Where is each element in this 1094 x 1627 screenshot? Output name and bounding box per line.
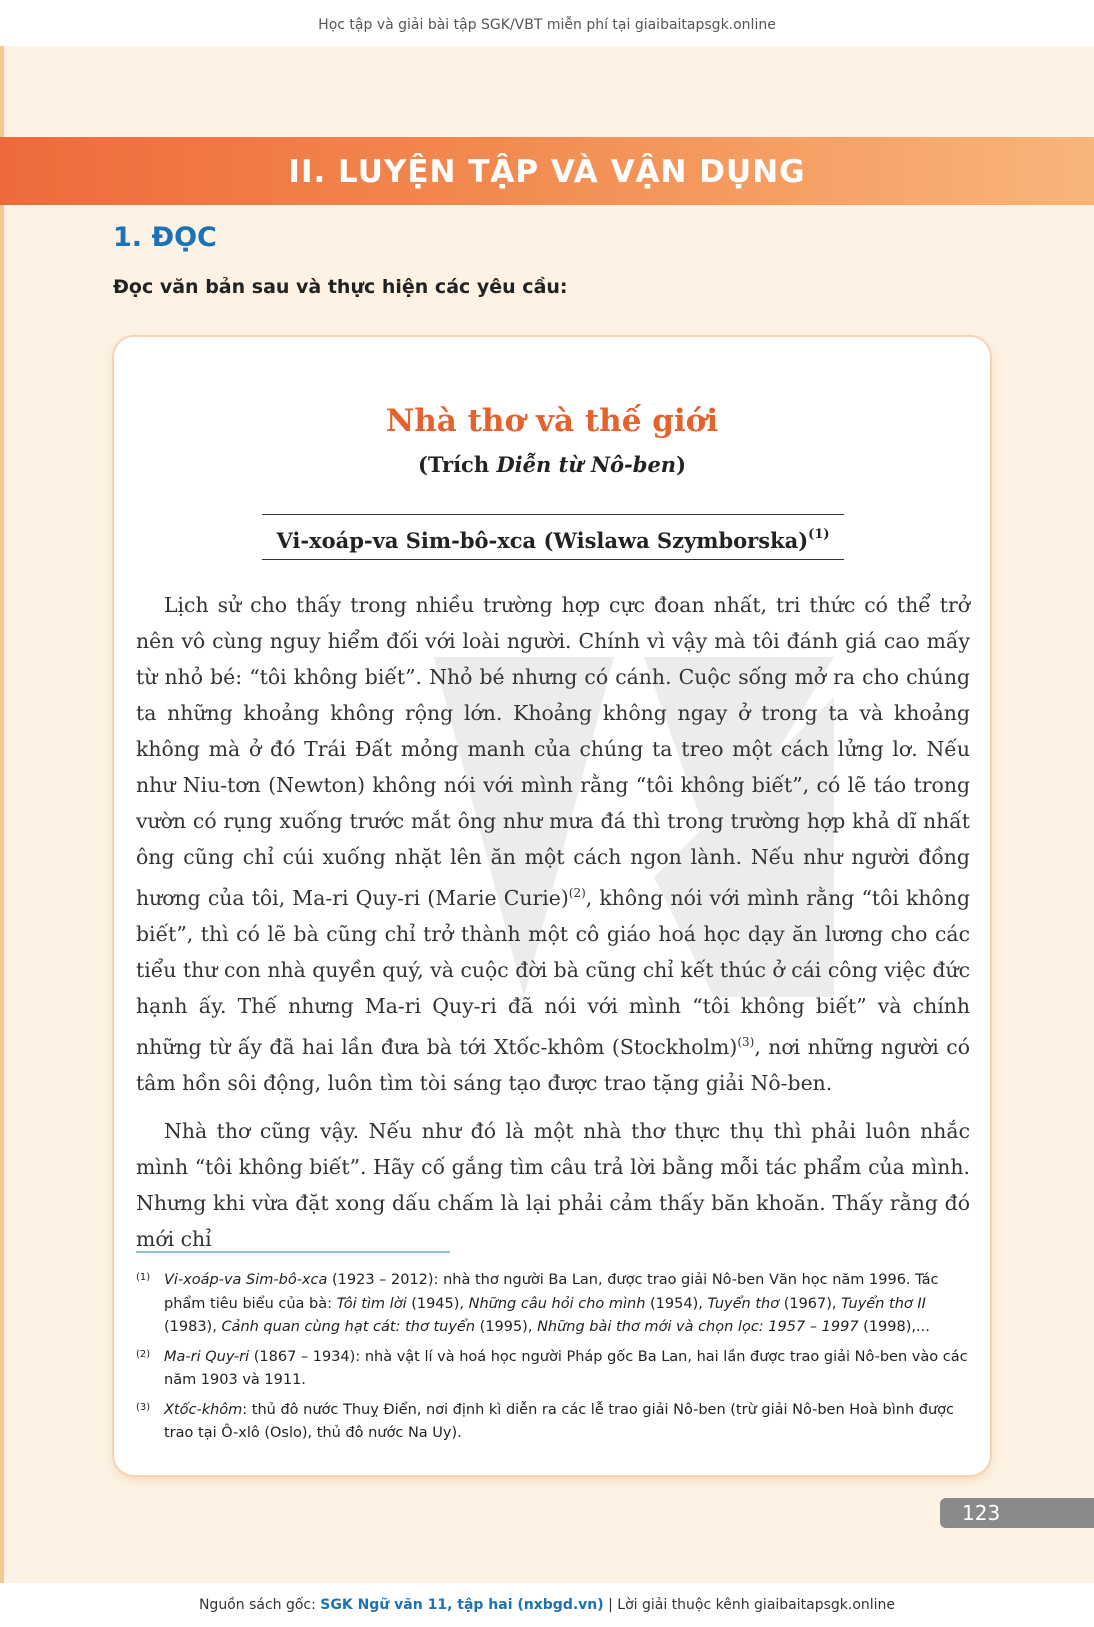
top-banner: Học tập và giải bài tập SGK/VBT miễn phí tại giaibaitapsgk.online	[0, 0, 1094, 46]
footnote-3: (3) Xtốc-khôm: thủ đô nước Thuỵ Điển, nơi định kì diễn ra các lễ trao giải Nô-ben (trừ giải Nô-ben Hoà bình được trao tại Ô-xlô (Oslo), thủ đô nước Na Uy).	[136, 1401, 954, 1441]
footnote-ref: (3)	[737, 1034, 755, 1049]
footnote-divider	[136, 1251, 450, 1253]
body-text	[136, 587, 970, 1269]
footnote-1: (1) Vi-xoáp-va Sim-bô-xca (1923 – 2012): nhà thơ người Ba Lan, được trao giải Nô-ben Văn học năm 1996. Tác phẩm tiêu biểu của bà: Tôi tìm lời (1945), Những câu hỏi cho mình (1954), Tuyển thơ (1967), Tuyển thơ II (1983), Cảnh quan cùng hạt cát: thơ tuyển (1995), Những bài thơ mới và chọn lọc: 1957 – 1997 (1998),...	[136, 1272, 939, 1335]
text-subtitle: (Trích Diễn từ Nô-ben)	[417, 452, 687, 477]
paragraph-2: Nhà thơ cũng vậy. Nếu như đó là một nhà thơ thực thụ thì phải luôn nhắc mình “tôi không biết”. Hãy cố gắng tìm câu trả lời bằng mỗi tác phẩm của mình. Nhưng khi vừa đặt xong dấu chấm là lại phải cảm thấy băn khoăn. Thấy rằng đó mới chỉ	[136, 1118, 970, 1251]
page-number-badge	[940, 1498, 1094, 1528]
page-edge	[0, 46, 4, 1583]
author-block	[262, 514, 844, 560]
page-number: 123	[962, 1501, 1001, 1525]
author-name: Vi-xoáp-va Sim-bô-xca (Wislawa Szymborska)$^{(1)}$	[276, 527, 830, 553]
source-link[interactable]: SGK Ngữ văn 11, tập hai (nxbgd.vn)	[320, 1597, 604, 1613]
bottom-banner: Nguồn sách gốc: SGK Ngữ văn 11, tập hai (nxbgd.vn) | Lời giải thuộc kênh giaibaitapsgk.online	[0, 1583, 1094, 1626]
footnote-ref: (1)	[808, 527, 830, 542]
footnote-ref: (2)	[568, 886, 586, 900]
paragraph-1: Lịch sử cho thấy trong nhiều trường hợp cực đoan nhất, tri thức có thể trở nên vô cùng nguy hiểm đối với loài người. Chính vì vậy mà tôi đánh giá cao mấy từ nhỏ bé: “tôi không biết”. Nhỏ bé nhưng có cánh. Cuộc sống mở ra cho chúng ta những khoảng không rộng lớn. Khoảng không ngay ở trong ta và khoảng không mà ở đó Trái Đất mỏng manh của chúng ta treo một cách lửng lơ. Nếu như Niu-tơn (Newton) không nói với mình rằng “tôi không biết”, có lẽ táo trong vườn có rụng xuống trước mắt ông như mưa đá thì trong trường hợp khả dĩ nhất ông cũng chỉ cúi xuống nhặt lên ăn một cách ngon lành. Nếu như người đồng hương của tôi, Ma-ri Quy-ri (Marie Curie)$^{(2)}$, không nói với mình rằng “tôi không biết”, thì có lẽ bà cũng chỉ trở thành một cô giáo hoá học dạy ăn lương cho các tiểu thư con nhà quyền quý, và cuộc đời bà cũng chỉ kết thúc ở cái công việc đức hạnh ấy. Thế nhưng Ma-ri Quy-ri đã nói với mình “tôi không biết” và chính những từ ấy đã hai lần đưa bà tới Xtốc-khôm (Stockholm)$^{(3)}$, nơi những người có tâm hồn sôi động, luôn tìm tòi sáng tạo được trao tặng giải Nô-ben.	[136, 593, 970, 1095]
instruction: Đọc văn bản sau và thực hiện các yêu cầu:	[113, 276, 568, 298]
text-title: Nhà thơ và thế giới	[385, 403, 719, 439]
footnotes	[136, 1269, 970, 1452]
subsection-heading: 1. ĐỌC	[113, 222, 217, 253]
reading-card	[114, 337, 990, 1475]
footnote-2: (2) Ma-ri Quy-ri (1867 – 1934): nhà vật lí và hoá học người Pháp gốc Ba Lan, hai lần được trao giải Nô-ben vào các năm 1903 và 1911.	[136, 1348, 968, 1388]
section-title: II. LUYỆN TẬP VÀ VẬN DỤNG	[288, 154, 806, 190]
